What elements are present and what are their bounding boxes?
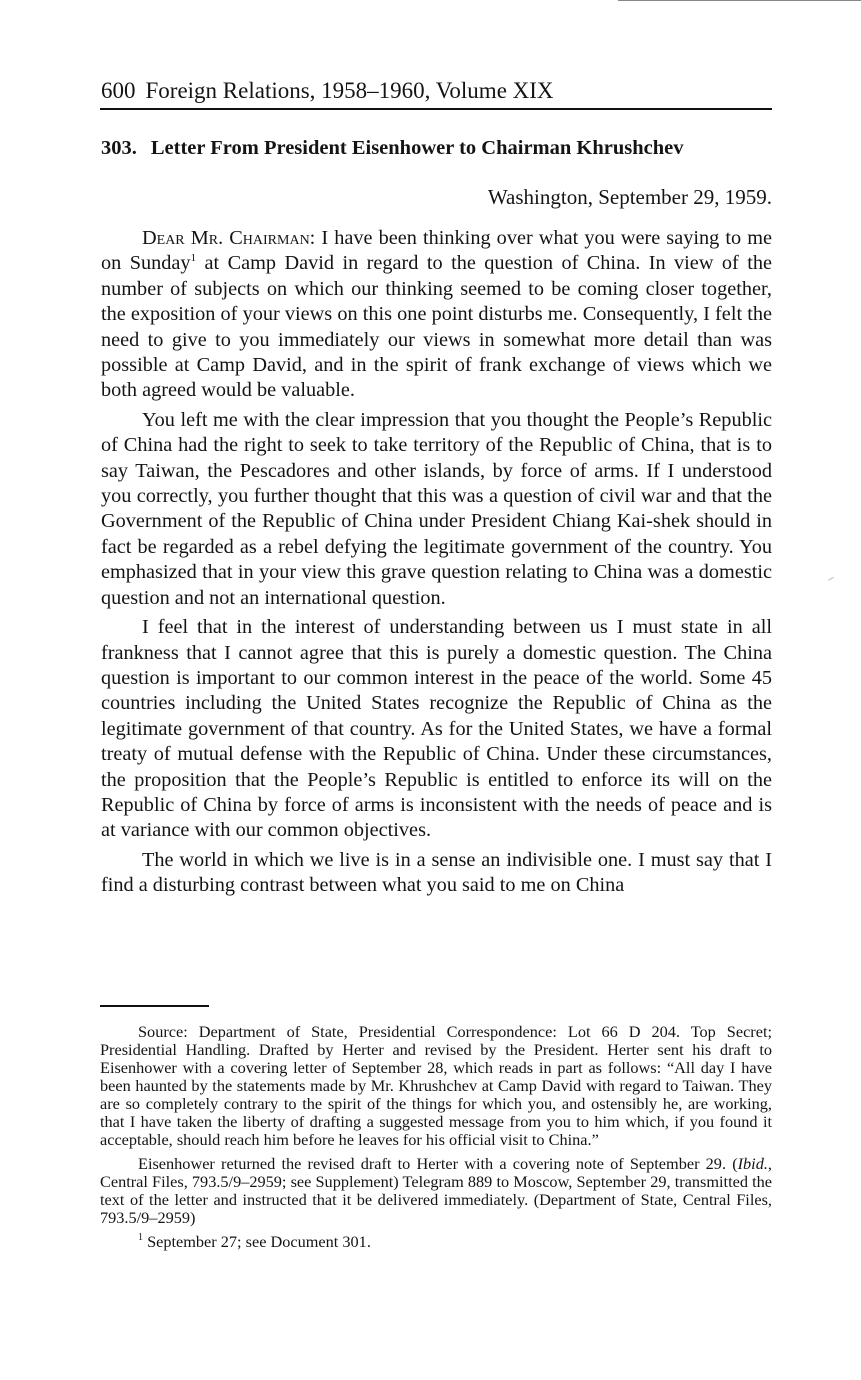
document-heading bbox=[101, 134, 781, 162]
paragraph-2: You left me with the clear impression that you thought the People’s Republic of China had the right to seek to take territory of the Republic of China, that is to say Taiwan, the Pescadores and other islands, by force of arms. If I understood you correctly, you further thought that this was a question of civil war and that the Government of the Republic of China under President Chiang Kai-shek should in fact be regarded as a rebel defying the legitimate government of the country. You emphasized that in your view this grave question relating to China was a domestic question and not an international question. bbox=[101, 408, 772, 609]
page-number: 600 bbox=[101, 78, 136, 103]
covering-note bbox=[100, 1155, 772, 1227]
paragraph-1-text-b: at Camp David in regard to the question of China. In view of the number of subjects on which our thinking seemed to be coming closer together, the exposition of your views on this one point disturbs me. Consequently, I felt the need to give to you immediately our views in somewhat more detail than was possible at Camp David, and in the spirit of frank exchange of views which we both agreed would be valuable. bbox=[101, 252, 772, 402]
paragraph-3: I feel that in the interest of understanding between us I must state in all frankness that I cannot agree that this is purely a domestic question. The China question is important to our common interest in the peace of the world. Some 45 countries including the United States recognize the Republic of China as the legitimate government of that country. As for the United States, we have a formal treaty of mutual defense with the Republic of China. Under these circumstances, the proposition that the People’s Republic is entitled to enforce its will on the Republic of China by force of arms is inconsistent with the needs of peace and is at variance with our common objectives. bbox=[101, 616, 772, 842]
paragraph-4: The world in which we live is in a sense an indivisible one. I must say that I find a disturbing contrast between what you said to me on China bbox=[101, 848, 772, 897]
footnote-rule bbox=[100, 1005, 209, 1007]
document-title: Letter From President Eisenhower to Chairman Khrushchev bbox=[150, 137, 684, 159]
top-edge-rule bbox=[618, 0, 861, 1]
paragraph-1 bbox=[101, 226, 772, 404]
running-head bbox=[101, 76, 773, 106]
footnote-ref-1[interactable]: 1 bbox=[190, 252, 197, 265]
salutation: Dear Mr. Chairman: bbox=[142, 227, 316, 249]
document-number: 303. bbox=[101, 137, 137, 159]
footnote-1-text: September 27; see Document 301. bbox=[147, 1232, 371, 1251]
header-rule bbox=[100, 108, 772, 110]
ibid-text: Ibid. bbox=[737, 1154, 768, 1173]
letter-body bbox=[101, 226, 772, 903]
footnotes bbox=[100, 1023, 772, 1257]
volume-title: Foreign Relations, 1958–1960, Volume XIX bbox=[145, 78, 554, 103]
covering-note-text-b: , Central Files, 793.5/9–2959; see Supplement) Telegram 889 to Moscow, September 29, transmitted the text of the letter and instructed that it be delivered immediately. (Department of State, Central Files, 793.5/9–2959) bbox=[100, 1154, 772, 1227]
footnote-1 bbox=[100, 1233, 772, 1251]
footnote-1-marker: 1 bbox=[138, 1232, 143, 1243]
paragraph-1-text-a: I have been thinking over what you were saying to me on Sunday bbox=[101, 227, 772, 275]
dateline: Washington, September 29, 1959. bbox=[487, 185, 772, 209]
covering-note-text-a: Eisenhower returned the revised draft to Herter with a covering note of September 29. ( bbox=[138, 1154, 738, 1173]
margin-mark bbox=[828, 577, 836, 584]
source-note: Source: Department of State, Presidential Correspondence: Lot 66 D 204. Top Secret; Presidential Handling. Drafted by Herter and revised by the President. Herter sent his draft to Eisenhower with a covering letter of September 28, which reads in part as follows: “All day I have been haunted by the statements made by Mr. Khrushchev at Camp David with regard to Taiwan. They are so completely contrary to the spirit of the things for which you, and ostensibly he, are working, that I have taken the liberty of drafting a suggested message from you to him which, if you found it acceptable, should reach him before he leaves for his official visit to China.” bbox=[100, 1022, 772, 1149]
